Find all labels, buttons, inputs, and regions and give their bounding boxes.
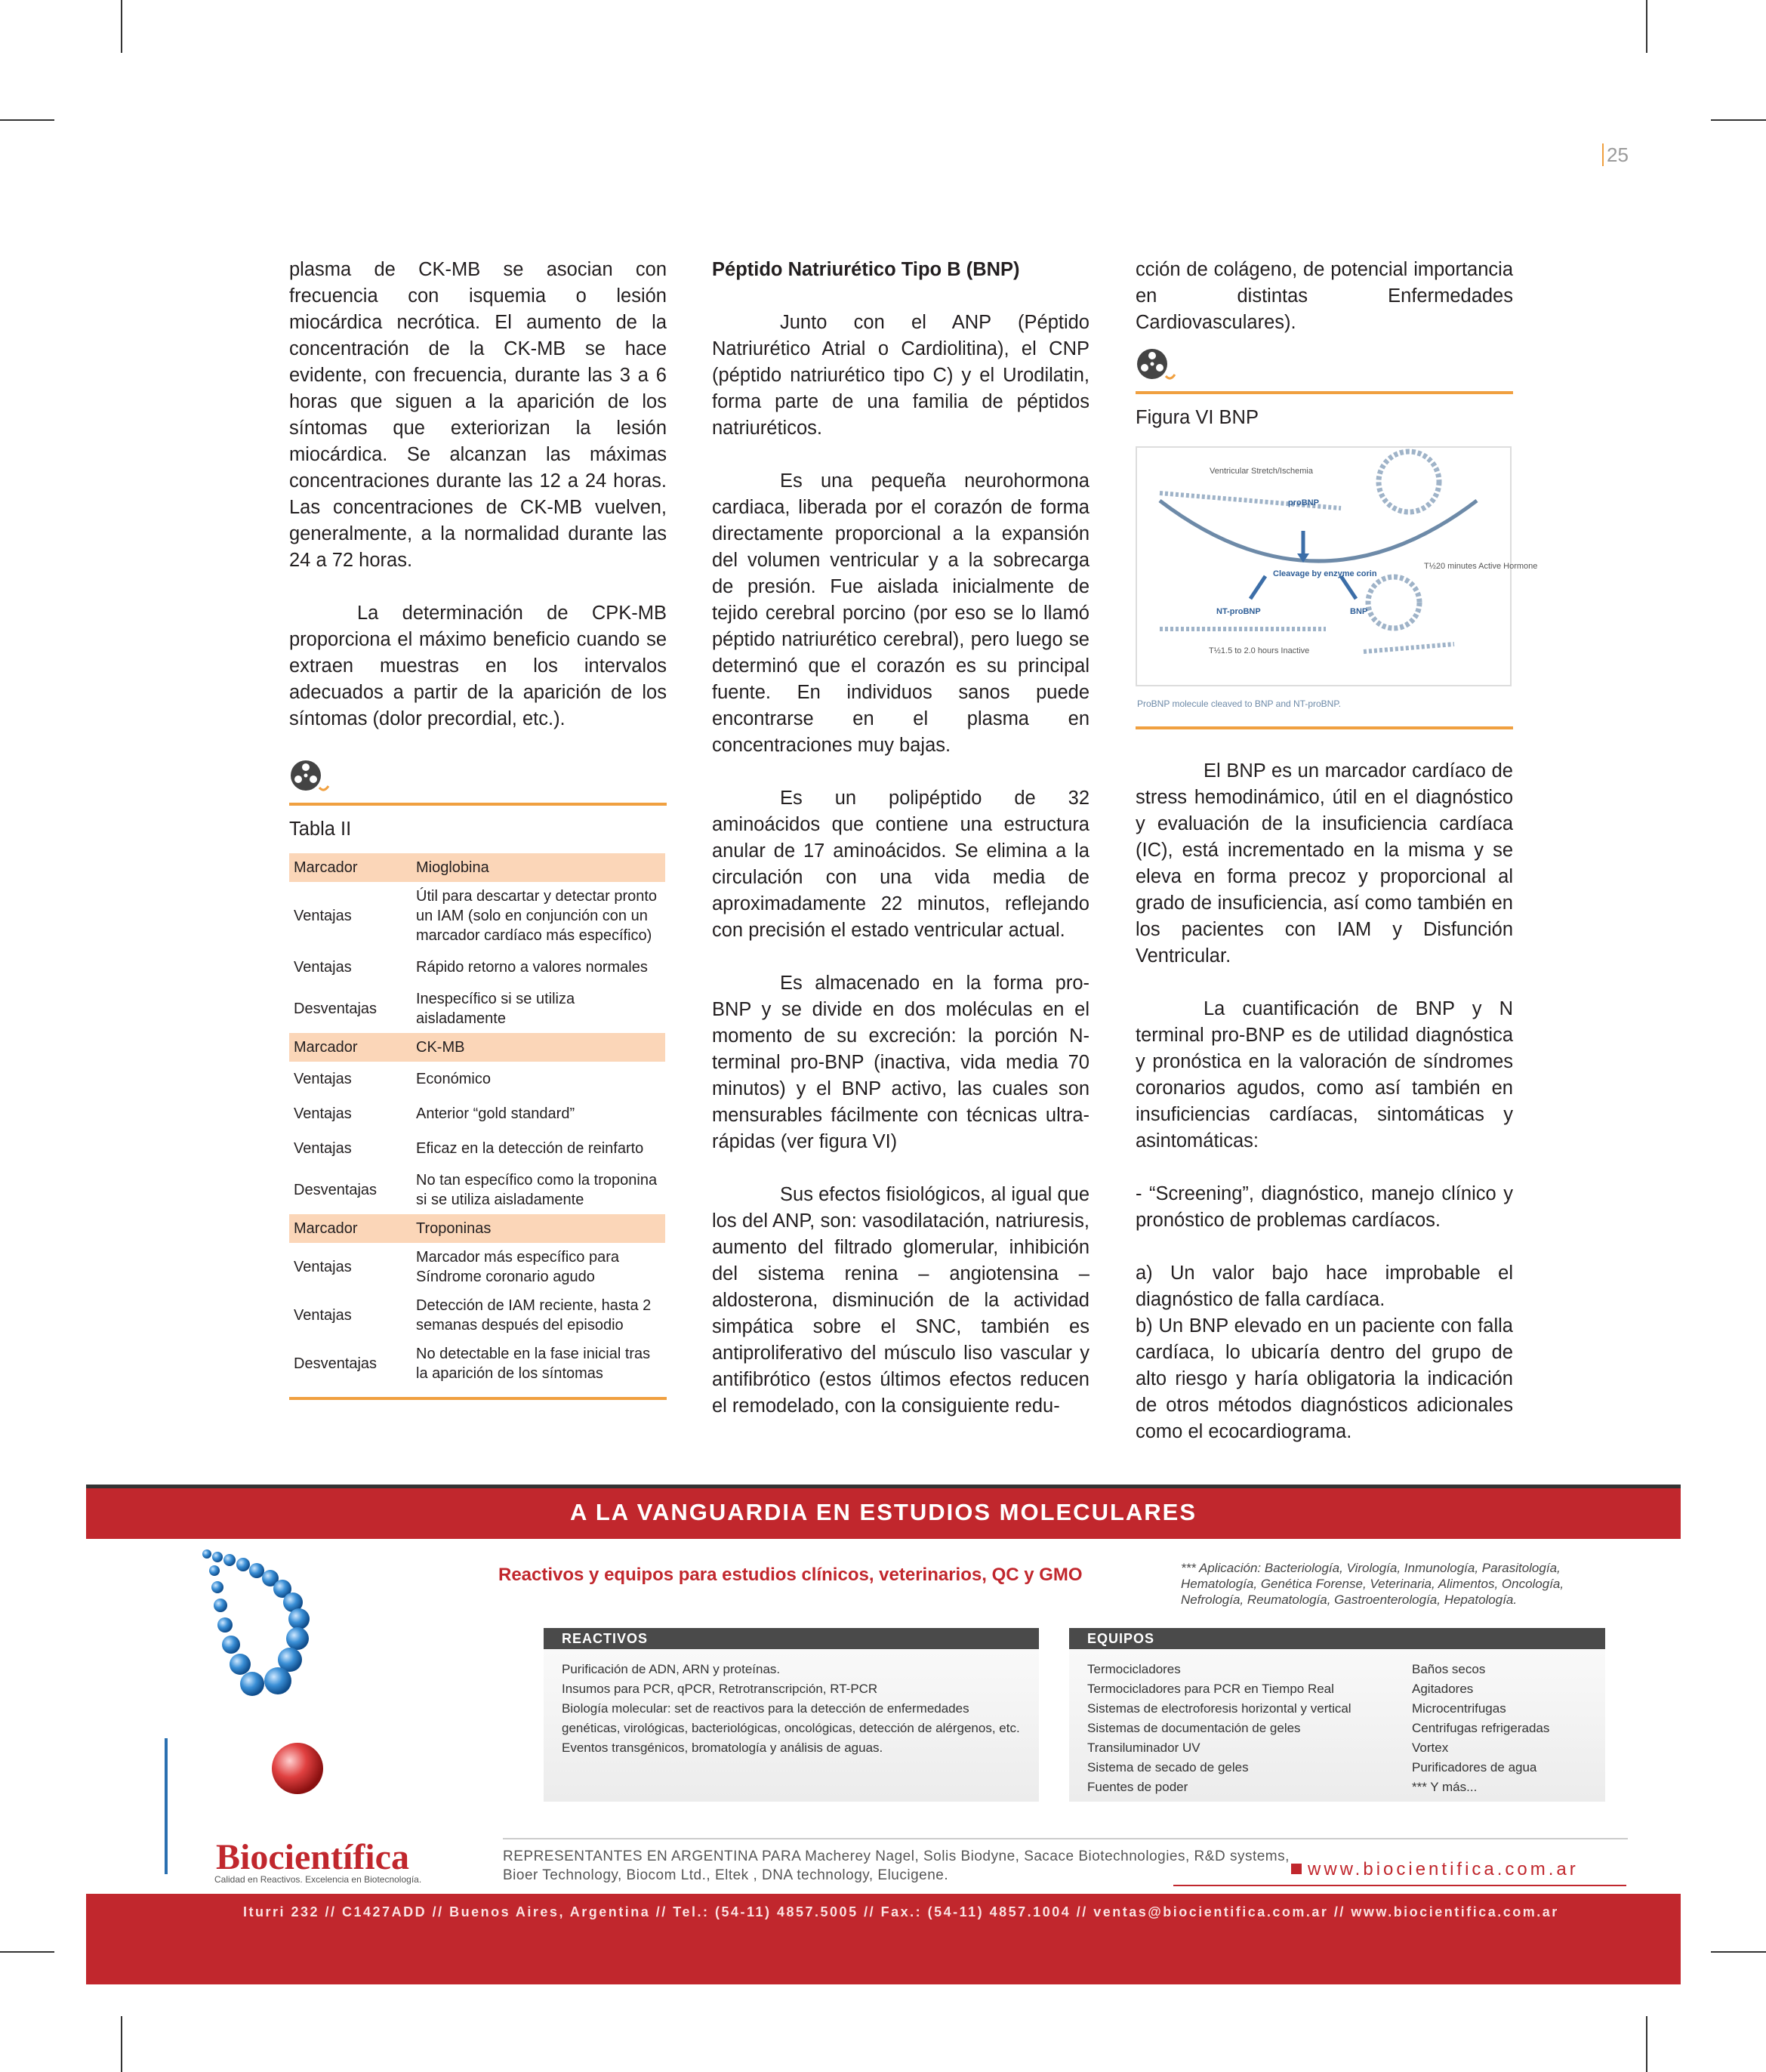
- figure-title: Figura VI BNP: [1136, 407, 1259, 428]
- ad-subtitle: Reactivos y equipos para estudios clínicos, veterinarios, QC y GMO: [498, 1565, 1083, 1585]
- paragraph: El BNP es un marcador cardíaco de stress hemodinámico, útil en el diagnóstico y evaluación de la insuficiencia cardíaca (IC), está incrementado en la misma y se eleva en forma precoz y proporcional al grado de insuficiencia, así como también en los pacientes con IAM y Disfunción Ventricular.: [1136, 760, 1513, 967]
- list-item: Termocicladores: [1087, 1662, 1181, 1676]
- table-cell-value: Mioglobina: [411, 853, 665, 882]
- website-link[interactable]: www.biocientifica.com.ar: [1308, 1859, 1579, 1879]
- reactivos-list: [544, 1649, 1039, 1768]
- table-cell-value: Útil para descartar y detectar pronto un IAM (solo en conjunción con un marcador cardíaco más específico): [416, 888, 658, 944]
- label-half-life-active: T½20 minutes Active Hormone: [1424, 562, 1538, 571]
- representatives: REPRESENTANTES EN ARGENTINA PARA Macherey Nagel, Solis Biodyne, Sacace Biotechnologies, R&D systems, Bioer Technology, Biocom Ltd., Eltek , DNA technology, Elucigene.: [503, 1848, 1290, 1883]
- bnp-figure: [1136, 446, 1538, 686]
- table-cell-value: Económico: [416, 1071, 491, 1087]
- table-row: [289, 950, 665, 985]
- equipos-list-right: [1412, 1660, 1549, 1797]
- table-cell-value: CK-MB: [411, 1033, 665, 1062]
- orange-rule: [289, 1397, 667, 1400]
- contact-address: Iturri 232 // C1427ADD // Buenos Aires, Argentina // Tel.: (54-11) 4857.5005 // Fax.: (54-11) 4857.1004 // ventas@biocientifica.com.ar // www.biocientifica.com.ar: [243, 1904, 1559, 1919]
- table-header-row: [289, 1214, 665, 1243]
- column-3: [1136, 257, 1538, 1472]
- table-cell-key: Desventajas: [294, 1355, 378, 1372]
- advertisement: [86, 1485, 1681, 1984]
- table-cell-key: Marcador: [289, 853, 411, 882]
- section-heading: Péptido Natriurético Tipo B (BNP): [712, 259, 1020, 280]
- table-row: [289, 1243, 665, 1291]
- label-stretch: Ventricular Stretch/Ischemia: [1210, 467, 1313, 476]
- brand-logo: Biocientífica: [216, 1837, 409, 1877]
- table-row: [289, 882, 665, 950]
- table-cell-key: Ventajas: [294, 959, 352, 976]
- table-cell-value: No tan específico como la troponina si se utiliza aisladamente: [416, 1172, 658, 1208]
- paragraph: cción de colágeno, de potencial importancia en distintas Enfermedades Cardiovasculares).: [1136, 259, 1513, 333]
- paragraph: Es almacenado en la forma pro-BNP y se divide en dos moléculas en el momento de su excreción: la porción N-terminal pro-BNP (inactiva, vida media 70 minutos) y el BNP activo, las cuales son mensurables fácilmente con técnicas ultra-rápidas (ver figura VI): [712, 973, 1089, 1152]
- label-cleavage: Cleavage by enzyme corin: [1273, 569, 1377, 578]
- list-item: Sistemas de electroforesis horizontal y vertical: [1087, 1701, 1351, 1716]
- crop-mark: [121, 0, 122, 53]
- equipos-title: EQUIPOS: [1069, 1628, 1605, 1649]
- list-item: Sistema de secado de geles: [1087, 1760, 1249, 1774]
- molecule-beads-image: [184, 1545, 411, 1832]
- table-header-row: [289, 1033, 665, 1062]
- divider: [503, 1838, 1628, 1839]
- list-item: Microcentrifugas: [1412, 1701, 1506, 1716]
- list-item: Purificadores de agua: [1412, 1760, 1537, 1774]
- divider: [1173, 1885, 1626, 1886]
- equipos-list-left: [1087, 1660, 1412, 1797]
- column-1: [289, 257, 667, 1400]
- table-row: [289, 1096, 665, 1131]
- table-header-row: [289, 853, 665, 882]
- reactivos-panel: [544, 1628, 1039, 1802]
- paragraph: La cuantificación de BNP y N terminal pro-BNP es de utilidad diagnóstica y pronóstica en la valoración de síndromes coronarios agudos, como así también en insuficiencias cardíacas, sintomáticas y asintomáticas:: [1136, 998, 1513, 1152]
- ad-headline: A LA VANGUARDIA EN ESTUDIOS MOLECULARES: [86, 1485, 1681, 1539]
- list-item: Biología molecular: set de reactivos para la detección de enfermedades genéticas, virológicas, bacteriológicas, oncológicas, detección de alérgenos, etc.: [562, 1701, 1020, 1735]
- list-item: Purificación de ADN, ARN y proteínas.: [562, 1662, 781, 1676]
- ad-footer: [86, 1894, 1681, 1984]
- table-cell-value: Rápido retorno a valores normales: [416, 959, 648, 976]
- table-cell-value: Marcador más específico para Síndrome coronario agudo: [416, 1249, 620, 1285]
- table-cell-key: Ventajas: [294, 1140, 352, 1157]
- film-reel-icon: [289, 759, 334, 797]
- paragraph: a) Un valor bajo hace improbable el diagnóstico de falla cardíaca.: [1136, 1263, 1513, 1310]
- paragraph: b) Un BNP elevado en un paciente con falla cardíaca, lo ubicaría dentro del grupo de alto riesgo y haría obligatoria la indicación de otros métodos diagnósticos adicionales como el ecocardiograma.: [1136, 1315, 1513, 1442]
- list-item: Insumos para PCR, qPCR, Retrotranscripción, RT-PCR: [562, 1682, 878, 1696]
- ad-applications: *** Aplicación: Bacteriología, Virología, Inmunología, Parasitología, Hematología, Genética Forense, Veterinaria, Alimentos, Oncología, Nefrología, Reumatología, Gastroenterología, Hepatología.: [1181, 1561, 1564, 1607]
- crop-mark: [1711, 119, 1766, 121]
- label-bnp: BNP: [1350, 607, 1368, 616]
- list-item: Transiluminador UV: [1087, 1741, 1200, 1755]
- table-cell-key: Ventajas: [294, 1307, 352, 1324]
- web-icon: [1291, 1864, 1302, 1874]
- table-row: [289, 1131, 665, 1166]
- crop-mark: [0, 119, 54, 121]
- logo-bar: [165, 1738, 168, 1874]
- brand-slogan: Calidad en Reactivos. Excelencia en Biotecnología.: [214, 1874, 422, 1885]
- list-item: Termocicladores para PCR en Tiempo Real: [1087, 1682, 1334, 1696]
- table-row: [289, 985, 665, 1033]
- list-item: Agitadores: [1412, 1682, 1474, 1696]
- table-title: Tabla II: [289, 819, 352, 840]
- paragraph: Es un polipéptido de 32 aminoácidos que contiene una estructura anular de 17 aminoácidos. Se elimina a la circulación con una vida media de aproximadamente 22 minutos, reflejando con precisión el estado ventricular actual.: [712, 788, 1089, 941]
- paragraph: La determinación de CPK-MB proporciona el máximo beneficio cuando se extraen muestras en los intervalos adecuados a partir de la aparición de los síntomas (dolor precordial, etc.).: [289, 603, 667, 729]
- list-item: Vortex: [1412, 1741, 1449, 1755]
- crop-mark: [1711, 1951, 1766, 1953]
- table-cell-value: No detectable en la fase inicial tras la aparición de los síntomas: [416, 1346, 651, 1382]
- paragraph: Junto con el ANP (Péptido Natriurético Atrial o Cardiolitina), el CNP (péptido natriurético tipo C) y el Urodilatin, forma parte de una familia de péptidos natriuréticos.: [712, 312, 1089, 439]
- label-half-life-inactive: T½1.5 to 2.0 hours Inactive: [1209, 646, 1310, 655]
- column-2: [712, 257, 1089, 1420]
- label-probnp: proBNP: [1288, 498, 1319, 507]
- paragraph: Sus efectos fisiológicos, al igual que los del ANP, son: vasodilatación, natriuresis, aumento del filtrado glomerular, inhibición del sistema renina – angiotensina – aldosterona, disminución de la actividad simpática sobre el SNC, también es antiproliferativo del músculo liso vascular y antifibrótico (estos últimos efectos reducen el remodelado, con la consiguiente redu-: [712, 1184, 1089, 1417]
- table-cell-value: Detección de IAM reciente, hasta 2 semanas después del episodio: [416, 1297, 652, 1334]
- table-row: [289, 1340, 665, 1388]
- list-item: Centrifugas refrigeradas: [1412, 1721, 1550, 1735]
- crop-mark: [121, 2016, 122, 2072]
- list-item: Sistemas de documentación de geles: [1087, 1721, 1301, 1735]
- paragraph: - “Screening”, diagnóstico, manejo clínico y pronóstico de problemas cardíacos.: [1136, 1183, 1513, 1231]
- table-cell-value: Eficaz en la detección de reinfarto: [416, 1140, 644, 1157]
- table-cell-key: Marcador: [289, 1033, 411, 1062]
- orange-rule: [1136, 726, 1513, 729]
- table-row: [289, 1291, 665, 1340]
- table-cell-key: Ventajas: [294, 1071, 352, 1087]
- crop-mark: [0, 1951, 54, 1953]
- reactivos-title: REACTIVOS: [544, 1628, 1039, 1649]
- equipos-panel: [1069, 1628, 1605, 1802]
- table-cell-value: Anterior “gold standard”: [416, 1105, 575, 1122]
- table-cell-value: Inespecífico si se utiliza aisladamente: [416, 991, 575, 1027]
- list-item: Fuentes de poder: [1087, 1780, 1188, 1794]
- bnp-diagram: [1137, 448, 1538, 685]
- film-reel-icon: [1136, 347, 1181, 385]
- orange-rule: [289, 803, 667, 806]
- figure-caption: ProBNP molecule cleaved to BNP and NT-proBNP.: [1137, 698, 1342, 709]
- orange-rule: [1136, 391, 1513, 394]
- table-cell-key: Ventajas: [294, 1259, 352, 1275]
- table-cell-key: Marcador: [289, 1214, 411, 1243]
- list-item: *** Y más...: [1412, 1780, 1478, 1794]
- table-cell-key: Desventajas: [294, 1001, 378, 1017]
- table-cell-key: Desventajas: [294, 1182, 378, 1198]
- table-cell-key: Ventajas: [294, 908, 352, 924]
- table-row: [289, 1166, 665, 1214]
- crop-mark: [1646, 2016, 1647, 2072]
- crop-mark: [1646, 0, 1647, 53]
- table-cell-value: Troponinas: [411, 1214, 665, 1243]
- label-ntprobnp: NT-proBNP: [1216, 607, 1261, 616]
- table-cell-key: Ventajas: [294, 1105, 352, 1122]
- paragraph: Es una pequeña neurohormona cardiaca, liberada por el corazón de forma directamente proporcional a la expansión del volumen ventricular y a la sobrecarga de presión. Fue aislada inicialmente de tejido cerebral porcino (por eso se lo llamó péptido natriurético cerebral), pero luego se determinó que el corazón es su principal fuente. En individuos sanos puede encontrarse en el plasma en concentraciones muy bajas.: [712, 470, 1089, 756]
- page-number: 25: [1602, 143, 1629, 166]
- table-row: [289, 1062, 665, 1096]
- markers-table: [289, 853, 665, 1388]
- paragraph: plasma de CK-MB se asocian con frecuencia con isquemia o lesión miocárdica necrótica. El aumento de la concentración de la CK-MB se hace evidente, con frecuencia, durante las 3 a 6 horas que siguen a la aparición de los síntomas que exteriorizan la lesión miocárdica. Se alcanzan las máximas concentraciones durante las 12 a 24 horas. Las concentraciones de CK-MB vuelven, generalmente, a la normalidad durante las 24 a 72 horas.: [289, 259, 667, 571]
- list-item: Baños secos: [1412, 1662, 1486, 1676]
- list-item: Eventos transgénicos, bromatología y análisis de aguas.: [562, 1741, 883, 1755]
